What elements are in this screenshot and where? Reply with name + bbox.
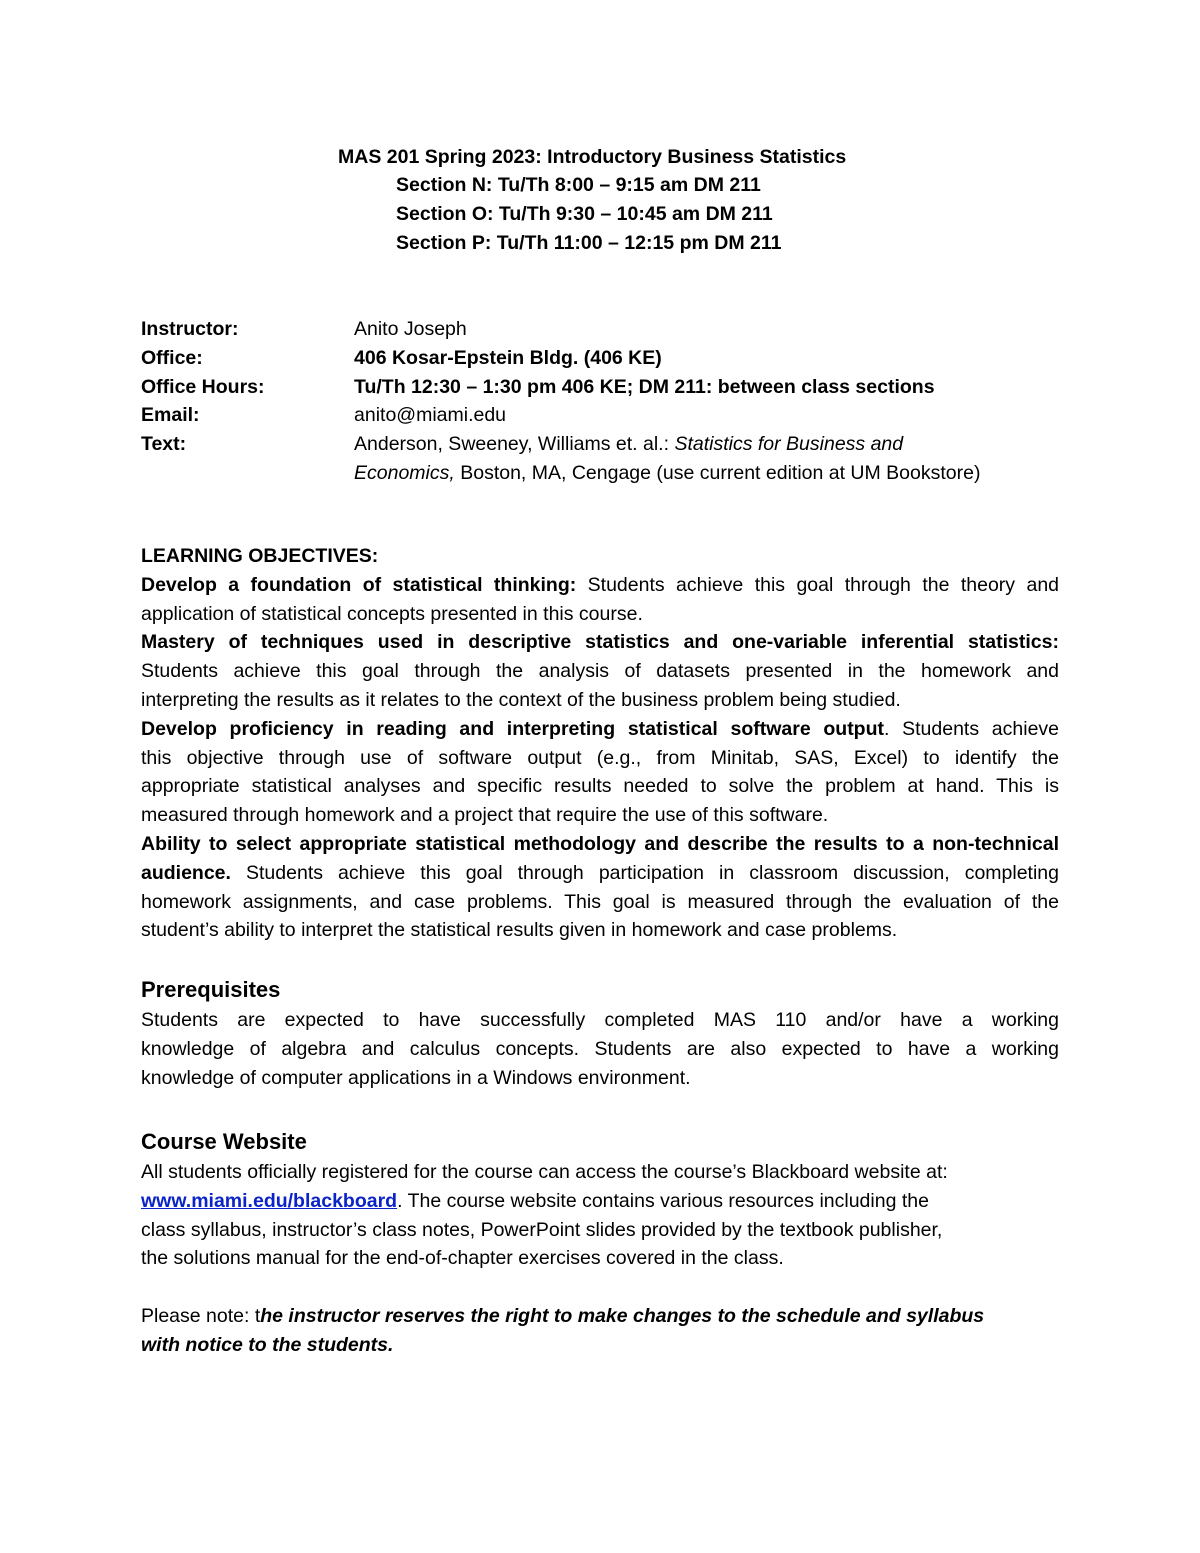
learning-objectives	[141, 542, 1059, 945]
objective-3-line-1: Develop proficiency in reading and interpreting statistical software output. Students achieve	[141, 717, 1059, 740]
note-line-1	[141, 1302, 1059, 1331]
prerequisites-line-2: knowledge of algebra and calculus concepts. Students are also expected to have a working	[141, 1037, 1059, 1060]
textbook-title-part-1: Statistics for Business and	[674, 433, 904, 455]
objective-4-title: Ability to select appropriate statistical methodology and describe the results to a non-technical	[141, 832, 1059, 855]
instructor-label: Instructor:	[141, 318, 239, 340]
textbook-title-part-2: Economics,	[354, 462, 455, 484]
objective-2-line-1: Students achieve this goal through the analysis of datasets presented in the homework and	[141, 660, 1059, 683]
office-hours-label: Office Hours:	[141, 376, 265, 398]
email-value: anito@miami.edu	[354, 404, 507, 426]
prerequisites-body	[141, 1006, 1059, 1092]
objective-4-line-1: audience. Students achieve this goal through participation in classroom discussion, completing	[141, 861, 1059, 884]
website-line-1: All students officially registered for the course can access the course’s Blackboard website at:	[141, 1161, 948, 1183]
office-hours-value: Tu/Th 12:30 – 1:30 pm 406 KE; DM 211: between class sections	[354, 376, 935, 398]
textbook-line-2	[354, 460, 980, 486]
objectives-heading: LEARNING OBJECTIVES:	[141, 545, 379, 567]
website-line-3: class syllabus, instructor’s class notes, PowerPoint slides provided by the textbook publisher,	[141, 1218, 943, 1241]
objective-3-line-3: appropriate statistical analyses and specific results needed to solve the problem at hand. This is	[141, 775, 1059, 798]
objective-1-line-2: application of statistical concepts presented in this course.	[141, 602, 643, 625]
objective-1-line-1: Develop a foundation of statistical thinking: Students achieve this goal through the theory and	[141, 573, 1059, 596]
section-o: Section O: Tu/Th 9:30 – 10:45 am DM 211	[396, 203, 773, 225]
office-value: 406 Kosar-Epstein Bldg. (406 KE)	[354, 347, 662, 369]
prerequisites-line-1: Students are expected to have successfully completed MAS 110 and/or have a working	[141, 1009, 1059, 1031]
prerequisites-heading: Prerequisites	[141, 977, 281, 1002]
objective-4-line-2: homework assignments, and case problems. This goal is measured through the evaluation of the	[141, 890, 1059, 913]
objective-3-line-2: this objective through use of software output (e.g., from Minitab, SAS, Excel) to identify the	[141, 746, 1059, 769]
prerequisites-line-3: knowledge of computer applications in a Windows environment.	[141, 1066, 691, 1089]
section-p: Section P: Tu/Th 11:00 – 12:15 pm DM 211	[396, 232, 782, 254]
blackboard-link[interactable]: www.miami.edu/blackboard	[141, 1189, 398, 1212]
instructor-value: Anito Joseph	[354, 318, 467, 340]
website-line-2: www.miami.edu/blackboard. The course website contains various resources including the	[141, 1189, 929, 1212]
text-label: Text:	[141, 433, 187, 455]
section-n: Section N: Tu/Th 8:00 – 9:15 am DM 211	[396, 174, 761, 196]
objective-1-title: Develop a foundation of statistical thinking:	[141, 573, 577, 596]
note-emphasis-1: he instructor reserves the right to make changes to the schedule and syllabus	[260, 1305, 985, 1327]
objective-4-title-end: audience.	[141, 861, 231, 884]
textbook-authors: Anderson, Sweeney, Williams et. al.:	[354, 433, 675, 455]
course-website-heading: Course Website	[141, 1129, 307, 1154]
textbook-line-1	[354, 431, 903, 457]
objective-3-line-4: measured through homework and a project that require the use of this software.	[141, 804, 829, 827]
objective-3-title: Develop proficiency in reading and interpreting statistical software output	[141, 717, 885, 740]
objective-2-line-2: interpreting the results as it relates to the context of the business problem being studied.	[141, 688, 901, 711]
textbook-publisher: Boston, MA, Cengage (use current edition at UM Bookstore)	[454, 462, 981, 484]
objective-4-line-3: student’s ability to interpret the statistical results given in homework and case problems.	[141, 919, 898, 942]
note-emphasis-2: with notice to the students.	[141, 1333, 394, 1356]
website-line-4: the solutions manual for the end-of-chapter exercises covered in the class.	[141, 1247, 784, 1270]
objective-2-title: Mastery of techniques used in descriptive statistics and one-variable inferential statistics:	[141, 631, 1059, 654]
note-lead: Please note: t	[141, 1305, 261, 1327]
email-label: Email:	[141, 404, 200, 426]
course-website-body	[141, 1158, 1059, 1273]
course-title: MAS 201 Spring 2023: Introductory Business Statistics	[338, 146, 847, 168]
office-label: Office:	[141, 347, 203, 369]
please-note	[141, 1302, 1059, 1360]
